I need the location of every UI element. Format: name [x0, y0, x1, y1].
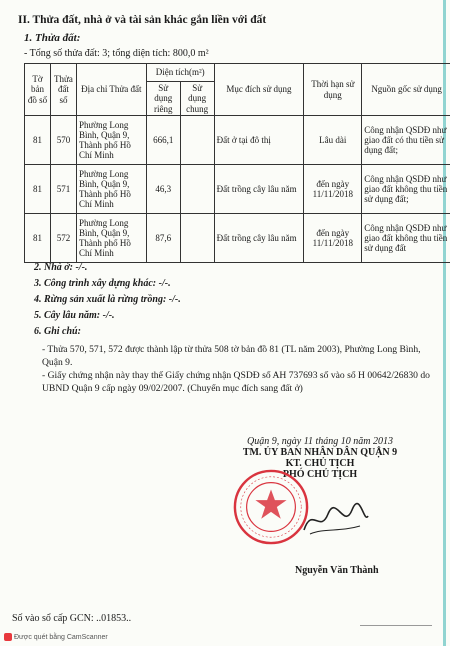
- header-su-dung-chung: Sử dụng chung: [180, 82, 214, 116]
- table-row: [25, 165, 450, 214]
- signature-date: Quận 9, ngày 11 tháng 10 năm 2013: [247, 436, 393, 447]
- cell-chung: [180, 165, 214, 214]
- item-cay: 5. Cây lâu năm: -/-.: [34, 310, 115, 321]
- cell-rieng: 87,6: [146, 214, 180, 263]
- header-nguon-goc: Nguồn gốc sử dụng: [362, 64, 450, 116]
- cell-dia-chi: Phường Long Bình, Quận 9, Thành phố Hồ Chí Minh: [76, 214, 146, 263]
- cell-muc-dich: Đất trồng cây lâu năm: [214, 214, 304, 263]
- header-to-ban-do: Tờ bản đồ số: [25, 64, 51, 116]
- header-dien-tich: Diện tích(m²): [146, 64, 214, 82]
- cell-nguon-goc: Công nhận QSDĐ như giao đất không thu tiền sử dụng đất;: [362, 165, 450, 214]
- cell-muc-dich: Đất trồng cây lâu năm: [214, 165, 304, 214]
- note-2: - Giấy chứng nhận này thay thế Giấy chứng nhận QSDĐ số AH 737693 số vào sổ H 00642/26830 do UBND Quận 9 cấp ngày 09/02/2007. (Chuyển mục đích sang đất ở): [42, 370, 430, 394]
- header-su-dung-rieng: Sử dụng riêng: [146, 82, 180, 116]
- header-dia-chi: Địa chỉ Thửa đất: [76, 64, 146, 116]
- item-rung: 4. Rừng sản xuất là rừng trồng: -/-.: [34, 294, 181, 305]
- cell-chung: [180, 116, 214, 165]
- note-1: - Thửa 570, 571, 572 được thành lập từ thửa 508 tờ bản đồ 81 (TL năm 2003), Phường Long Bình, Quận 9.: [42, 344, 421, 368]
- cell-thua: 572: [50, 214, 76, 263]
- cell-chung: [180, 214, 214, 263]
- scanner-text: Được quét bằng CamScanner: [14, 633, 108, 641]
- signature-role: PHÓ CHỦ TỊCH: [282, 469, 358, 480]
- signer-name: Nguyễn Văn Thành: [295, 565, 379, 576]
- cell-dia-chi: Phường Long Bình, Quận 9, Thành phố Hồ Chí Minh: [76, 116, 146, 165]
- cell-thoi-han: đến ngày 11/11/2018: [304, 214, 362, 263]
- table-row: [25, 214, 450, 263]
- signature-org: TM. ỦY BAN NHÂN DÂN QUẬN 9: [242, 447, 398, 458]
- scanner-watermark: [4, 633, 108, 641]
- header-muc-dich: Mục đích sử dụng: [214, 64, 304, 116]
- signature-kt: KT. CHỦ TỊCH: [285, 458, 355, 469]
- table-row: [25, 116, 450, 165]
- land-table: [24, 63, 450, 263]
- certificate-page: [12, 8, 448, 626]
- cell-thoi-han: đến ngày 11/11/2018: [304, 165, 362, 214]
- land-summary: - Tổng số thửa đất: 3; tổng diện tích: 800,0 m²: [24, 48, 209, 59]
- official-stamp-icon: [232, 468, 310, 546]
- item-cong-trinh: 3. Công trình xây dựng khác: -/-.: [34, 278, 171, 289]
- cell-rieng: 666,1: [146, 116, 180, 165]
- cell-thua: 570: [50, 116, 76, 165]
- section-title: II. Thửa đất, nhà ở và tài sản khác gắn liền với đất: [18, 14, 267, 26]
- divider: [360, 625, 432, 626]
- cell-rieng: 46,3: [146, 165, 180, 214]
- cell-muc-dich: Đất ở tại đô thị: [214, 116, 304, 165]
- cell-to: 81: [25, 214, 51, 263]
- cell-nguon-goc: Công nhận QSDĐ như giao đất có thu tiền sử dụng đất;: [362, 116, 450, 165]
- registration-number: Số vào sổ cấp GCN: ..01853..: [12, 613, 132, 624]
- cell-to: 81: [25, 165, 51, 214]
- item-nha-o: 2. Nhà ở: -/-.: [34, 262, 88, 273]
- subsection-title: 1. Thửa đất:: [24, 32, 81, 44]
- handwritten-signature-icon: [300, 500, 370, 540]
- item-ghi-chu: 6. Ghi chú:: [34, 326, 81, 337]
- cell-thoi-han: Lâu dài: [304, 116, 362, 165]
- cell-to: 81: [25, 116, 51, 165]
- cell-dia-chi: Phường Long Bình, Quận 9, Thành phố Hồ Chí Minh: [76, 165, 146, 214]
- cell-nguon-goc: Công nhận QSDĐ như giao đất không thu tiền sử dụng đất: [362, 214, 450, 263]
- cell-thua: 571: [50, 165, 76, 214]
- header-thua-dat: Thửa đất số: [50, 64, 76, 116]
- camscanner-icon: [4, 633, 12, 641]
- header-thoi-han: Thời hạn sử dụng: [304, 64, 362, 116]
